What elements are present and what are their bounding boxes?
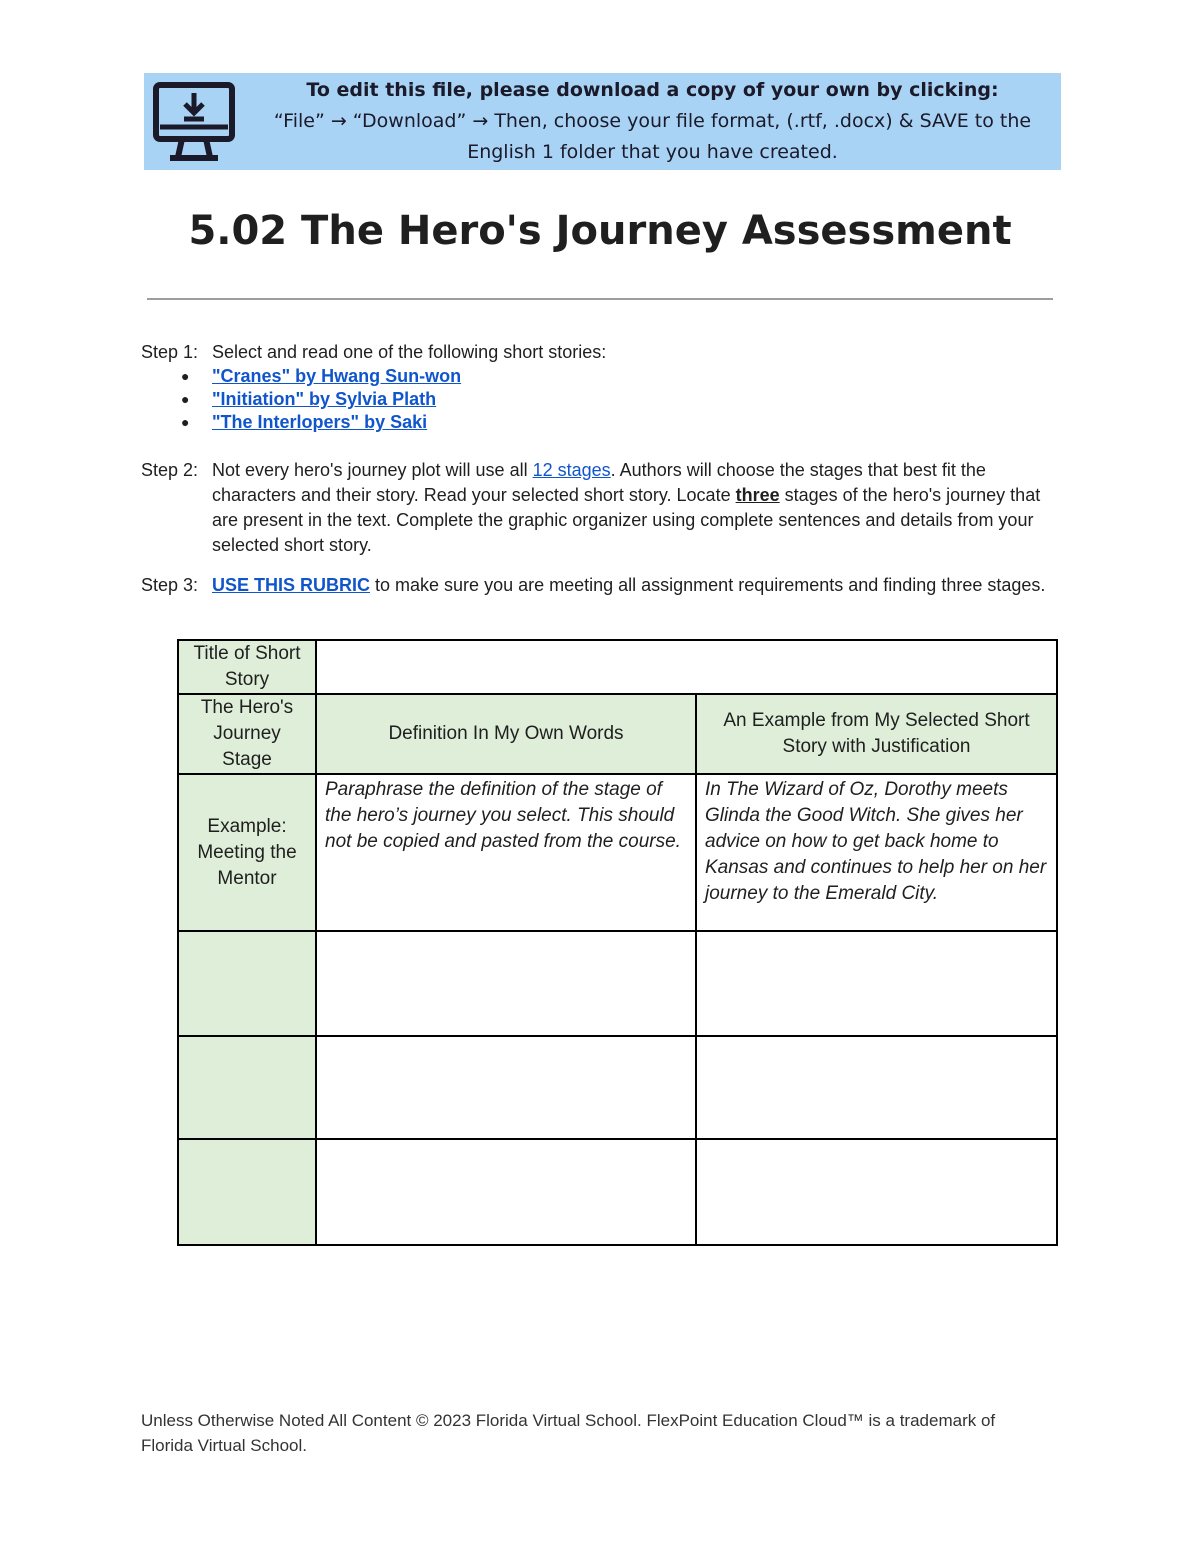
horizontal-divider xyxy=(147,298,1053,300)
banner-text xyxy=(244,75,1061,168)
emphasis-three: three xyxy=(735,485,780,505)
example-input-cell[interactable] xyxy=(696,931,1057,1036)
step-text: . Authors will choose the stages that best fit the characters and their story. Read your selected short story. Locate xyxy=(212,460,986,505)
example-stage-cell: Example: Meeting the Mentor xyxy=(178,774,316,931)
list-item xyxy=(181,365,1061,388)
download-to-computer-icon xyxy=(152,79,238,165)
list-item xyxy=(181,388,1061,411)
step-text: to make sure you are meeting all assignment requirements and finding three stages. xyxy=(370,575,1046,595)
title-label-cell: Title of Short Story xyxy=(178,640,316,694)
stage-input-cell[interactable] xyxy=(178,931,316,1036)
example-input-cell[interactable] xyxy=(696,1036,1057,1139)
stage-input-cell[interactable] xyxy=(178,1139,316,1245)
story-link-interlopers[interactable]: "The Interlopers" by Saki xyxy=(212,412,428,432)
step-text: stages of the hero's journey that are present in the text. Complete the graphic organizer using complete sentences and details from your selected short story. xyxy=(212,485,1041,555)
step-2 xyxy=(141,458,1061,558)
banner-instructions-line: “File” → “Download” → Then, choose your file format, (.rtf, .docx) & SAVE to the xyxy=(273,110,1032,132)
header-definition: Definition In My Own Words xyxy=(316,694,696,774)
step-1 xyxy=(141,340,1061,365)
story-list xyxy=(141,365,1061,434)
bullet-icon: ● xyxy=(181,368,190,384)
step-label: Step 3: xyxy=(141,575,199,595)
definition-input-cell[interactable] xyxy=(316,1036,696,1139)
story-link-cranes[interactable]: "Cranes" by Hwang Sun-won xyxy=(212,366,462,386)
copyright-footer: Unless Otherwise Noted All Content © 2023 Florida Virtual School. FlexPoint Education Cloud™ is a trademark of Florida Virtual School. xyxy=(141,1411,996,1455)
stage-input-cell[interactable] xyxy=(178,1036,316,1139)
list-item xyxy=(181,411,1061,434)
table-row xyxy=(178,931,1057,1036)
banner-instructions-line: English 1 folder that you have created. xyxy=(467,141,838,163)
title-input-cell[interactable] xyxy=(316,640,1057,694)
bullet-icon: ● xyxy=(181,391,190,407)
example-row xyxy=(178,774,1057,931)
step-text: Select and read one of the following short stories: xyxy=(212,342,607,362)
table-row xyxy=(178,640,1057,694)
instructions xyxy=(141,340,1061,598)
download-instructions-banner xyxy=(144,73,1061,170)
table-row xyxy=(178,1036,1057,1139)
table-header-row xyxy=(178,694,1057,774)
story-link-initiation[interactable]: "Initiation" by Sylvia Plath xyxy=(212,389,437,409)
bullet-icon: ● xyxy=(181,414,190,430)
banner-heading: To edit this file, please download a copy of your own by clicking: xyxy=(306,79,999,101)
graphic-organizer-table xyxy=(177,639,1058,1246)
page-title: 5.02 The Hero's Journey Assessment xyxy=(188,208,1012,254)
step-text: Not every hero's journey plot will use all xyxy=(212,460,533,480)
header-stage: The Hero's Journey Stage xyxy=(178,694,316,774)
example-input-cell[interactable] xyxy=(696,1139,1057,1245)
example-justification-cell: In The Wizard of Oz, Dorothy meets Glinda the Good Witch. She gives her advice on how to get back home to Kansas and continues to help her on her journey to the Emerald City. xyxy=(696,774,1057,931)
table-row xyxy=(178,1139,1057,1245)
header-example: An Example from My Selected Short Story with Justification xyxy=(696,694,1057,774)
step-3 xyxy=(141,573,1061,598)
twelve-stages-link[interactable]: 12 stages xyxy=(532,460,611,480)
step-label: Step 2: xyxy=(141,460,199,480)
definition-input-cell[interactable] xyxy=(316,1139,696,1245)
definition-input-cell[interactable] xyxy=(316,931,696,1036)
example-definition-cell: Paraphrase the definition of the stage of the hero’s journey you select. This should not be copied and pasted from the course. xyxy=(316,774,696,931)
step-label: Step 1: xyxy=(141,342,199,362)
rubric-link[interactable]: USE THIS RUBRIC xyxy=(212,575,371,595)
